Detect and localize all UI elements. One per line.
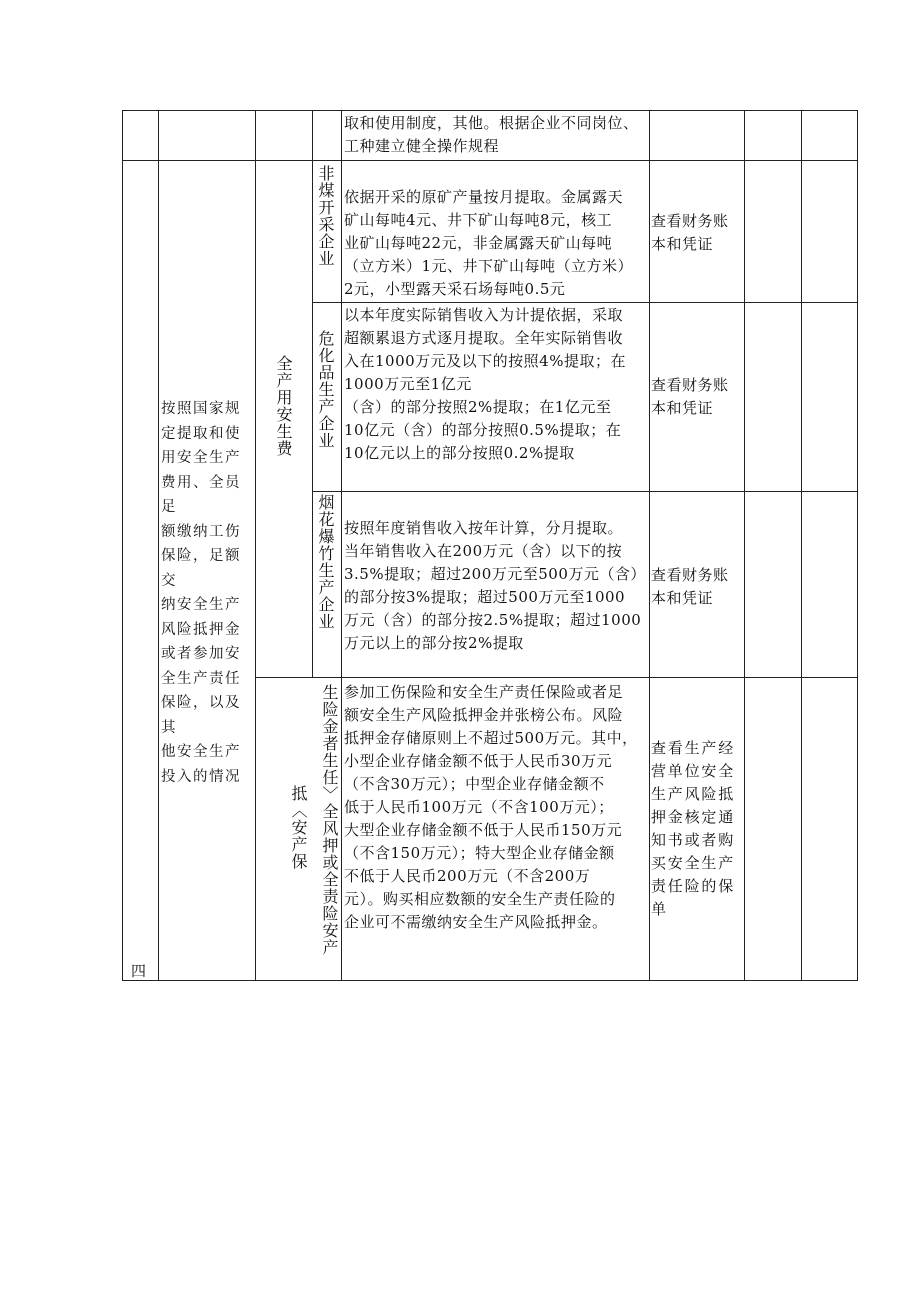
col-divider: [255, 110, 256, 981]
content-cell: 依据开采的原矿产量按月提取。金属露天 矿山每吨4元、井下矿山每吨8元，核工 业矿山每吨22元，非金属露天矿山每吨 （立方米）1元、井下矿山每吨（立方米） 2元，小型露天采石场每吨0.5元: [344, 188, 634, 298]
col-divider: [744, 110, 745, 981]
row-divider: [255, 677, 858, 678]
table-border-right: [857, 110, 858, 981]
row-divider: [312, 491, 858, 492]
col-divider: [801, 110, 802, 981]
subcategory-label: 烟花爆竹生产企业: [316, 494, 335, 630]
col-divider: [649, 110, 650, 981]
content-cell: 取和使用制度，其他。根据企业不同岗位、 工种建立健全操作规程: [344, 114, 639, 155]
content-cell: 参加工伤保险和安全生产责任保险或者足 额安全生产风险抵押金并张榜公布。风险 抵押金存储原则上不超过500万元。其中， 小型企业存储金额不低于人民币30万元 （不含30万元）；中型企业存储金额不 低于人民币100万元（不含100万元）； 大型企业存储金额不低于人民币150万元 （不含150万元）；特大型企业存储金额 不低于人民币200万元（不含200万 元）。购买相应数额的安全生产责任险的 企业可不需缴纳安全生产风险抵押金。: [344, 683, 638, 931]
col-divider: [312, 110, 313, 678]
item-description: 按照国家规 定提取和使 用安全生产 费用、全员足 额缴纳工伤 保险，足额交 纳安全生产 风险抵押金 或者参加安 全生产责任 保险，以及其 他安全生产 投入的情况: [161, 401, 241, 785]
subcategory-label: 抵〈安产保: [289, 785, 308, 870]
row-divider: [122, 160, 858, 161]
subcategory-label: 非煤开采企业: [316, 165, 335, 267]
category-label: 全产用安生费: [274, 355, 293, 457]
inspection-method: 查看财务账 本和凭证: [651, 566, 729, 607]
inspection-method: 查看生产经 营单位安全 生产风险抵 押金核定通 知书或者购 买安全生产 责任险的保 单: [651, 739, 736, 918]
inspection-method: 查看财务账 本和凭证: [651, 376, 729, 417]
col-divider: [341, 110, 342, 981]
table-border-top: [122, 110, 858, 111]
content-cell: 按照年度销售收入按年计算，分月提取。 当年销售收入在200万元（含）以下的按 3.5%提取；超过200万元至500万元（含） 的部分按3%提取；超过500万元至1000 万元（含）的部分按2.5%提取；超过1000 万元以上的部分按2%提取: [344, 519, 646, 652]
inspection-method: 查看财务账 本和凭证: [651, 212, 729, 253]
col-divider: [158, 110, 159, 981]
row-divider: [312, 302, 858, 303]
subcategory-label: 生险金者生任〉全风押或全责险安产: [320, 684, 339, 956]
subcategory-label: 危化品生产企业: [316, 330, 335, 449]
section-number: 四: [131, 962, 147, 980]
table-border-bottom: [122, 980, 858, 981]
table-border-left: [122, 110, 123, 981]
content-cell: 以本年度实际销售收入为计提依据，采取 超额累退方式逐月提取。全年实际销售收 入在1000万元及以下的按照4%提取；在 1000万元至1亿元 （含）的部分按照2%提取；在1亿元至 10亿元（含）的部分按照0.5%提取；在 10亿元以上的部分按照0.2%提取: [344, 306, 626, 462]
